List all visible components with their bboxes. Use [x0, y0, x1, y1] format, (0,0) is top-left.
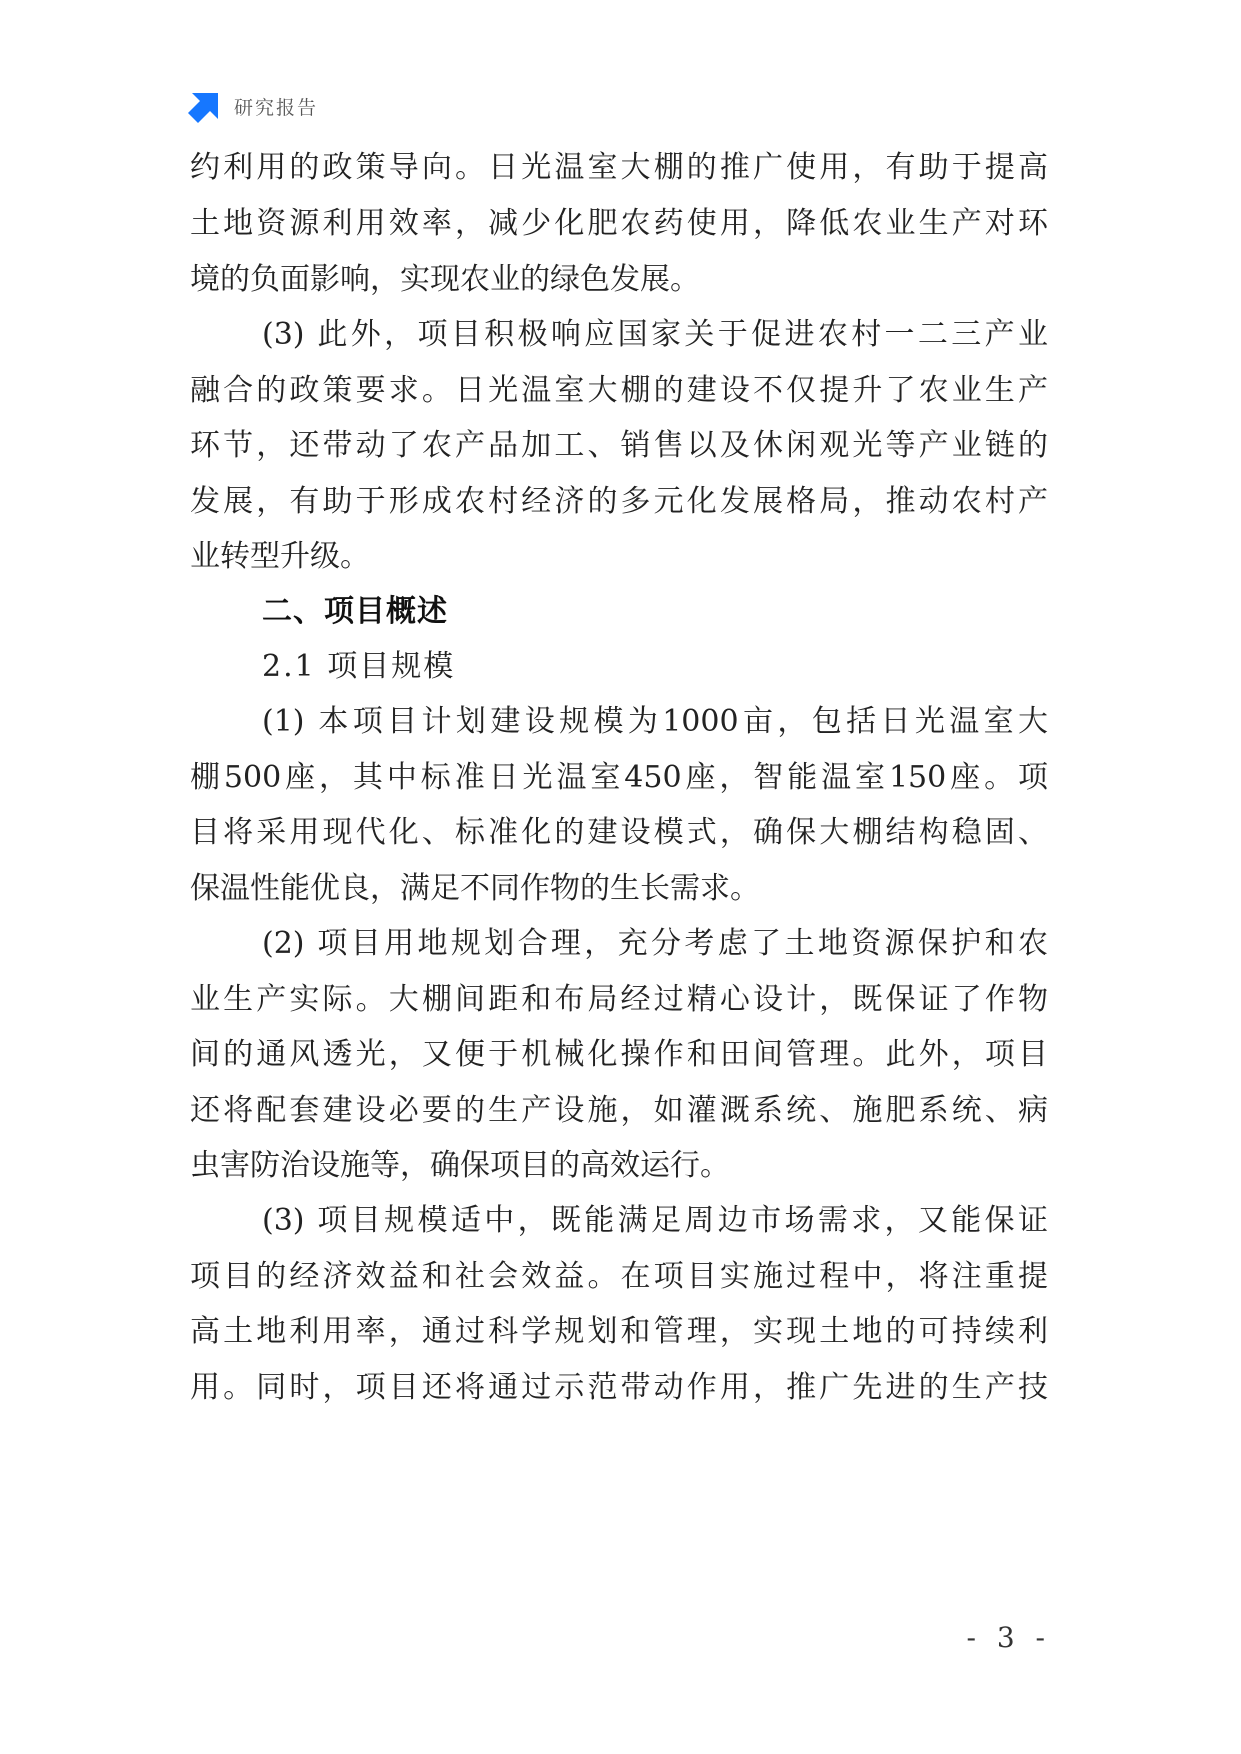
body-line: 还将配套建设必要的生产设施，如灌溉系统、施肥系统、病 — [190, 1093, 1048, 1128]
arrow-up-right-icon — [188, 89, 222, 123]
body-line: 高土地利用率，通过科学规划和管理，实现土地的可持续利 — [190, 1314, 1048, 1349]
subsection-heading: 2.1 项目规模 — [262, 649, 456, 684]
body-line: 业转型升级。 — [190, 539, 370, 574]
body-line: 保温性能优良，满足不同作物的生长需求。 — [190, 871, 760, 906]
body-line: 虫害防治设施等，确保项目的高效运行。 — [190, 1148, 730, 1183]
body-line: (3) 项目规模适中，既能满足周边市场需求，又能保证 — [262, 1203, 1048, 1238]
report-label: 研究报告 — [234, 96, 319, 119]
body-line: 间的通风透光，又便于机械化操作和田间管理。此外，项目 — [190, 1037, 1048, 1072]
section-heading: 二、项目概述 — [262, 594, 448, 629]
body-line: (2) 项目用地规划合理，充分考虑了土地资源保护和农 — [262, 926, 1048, 961]
body-line: (1) 本项目计划建设规模为1000亩，包括日光温室大 — [262, 704, 1048, 739]
page-number: - 3 - — [966, 1621, 1051, 1654]
body-line: 项目的经济效益和社会效益。在项目实施过程中，将注重提 — [190, 1259, 1048, 1294]
body-line: 约利用的政策导向。日光温室大棚的推广使用，有助于提高 — [190, 150, 1048, 185]
body-line: 用。同时，项目还将通过示范带动作用，推广先进的生产技 — [190, 1370, 1048, 1405]
body-line: 境的负面影响，实现农业的绿色发展。 — [190, 262, 700, 297]
body-line: 业生产实际。大棚间距和布局经过精心设计，既保证了作物 — [190, 982, 1048, 1017]
report-header — [188, 88, 318, 124]
body-line: 环节，还带动了农产品加工、销售以及休闲观光等产业链的 — [190, 428, 1048, 463]
body-line: 发展，有助于形成农村经济的多元化发展格局，推动农村产 — [190, 484, 1048, 519]
body-line: 棚500座，其中标准日光温室450座，智能温室150座。项 — [190, 760, 1048, 795]
body-line: 目将采用现代化、标准化的建设模式，确保大棚结构稳固、 — [190, 815, 1048, 850]
body-line: (3) 此外，项目积极响应国家关于促进农村一二三产业 — [262, 317, 1048, 352]
body-line: 融合的政策要求。日光温室大棚的建设不仅提升了农业生产 — [190, 373, 1048, 408]
body-line: 土地资源利用效率，减少化肥农药使用，降低农业生产对环 — [190, 206, 1048, 241]
